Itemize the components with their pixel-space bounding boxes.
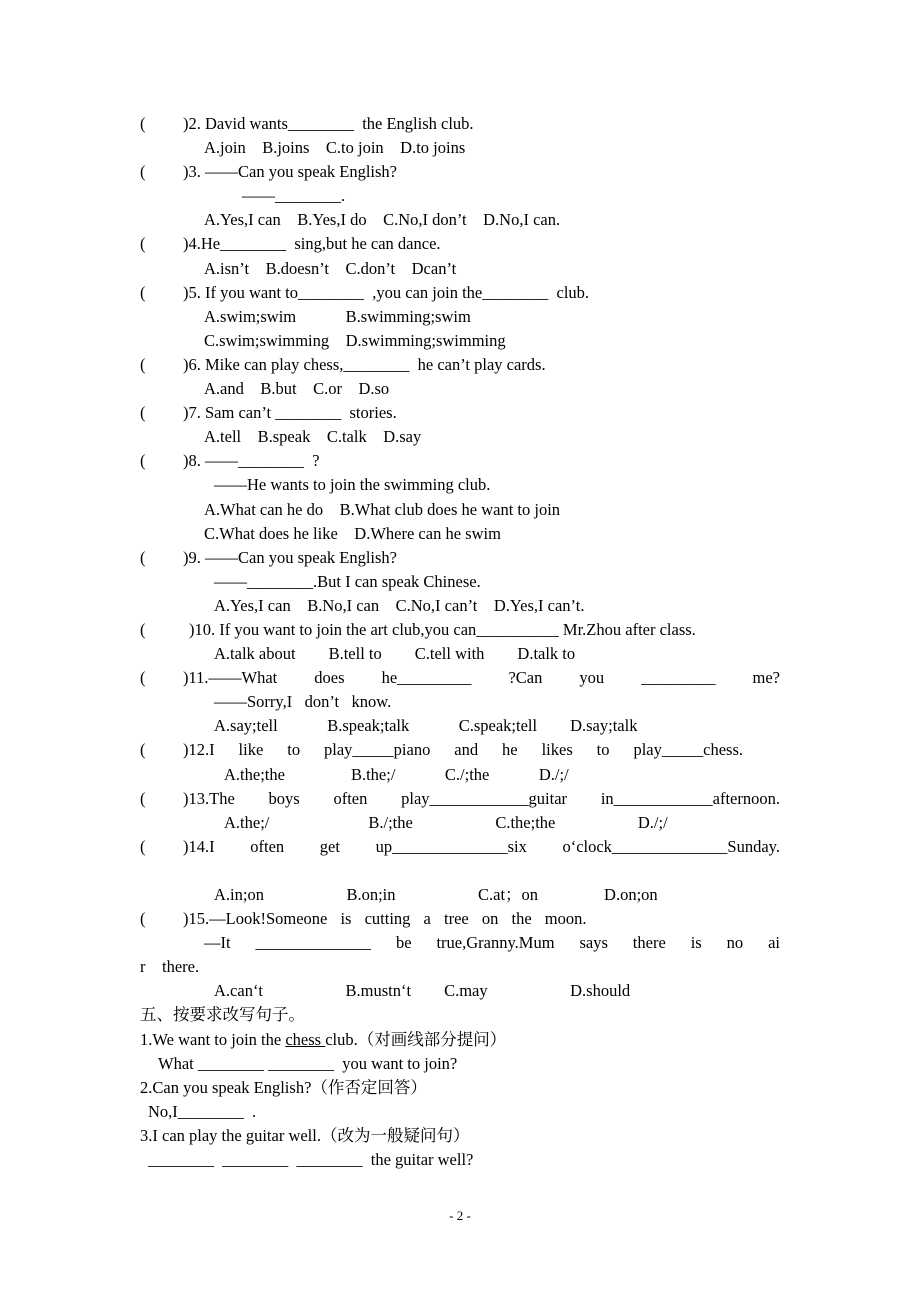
rewrite-2-answer: No,I________ . <box>148 1101 257 1121</box>
options-10: A.talk about B.tell to C.tell with D.talk to <box>214 644 576 664</box>
options-9: A.Yes,I can B.No,I can C.No,I can’t D.Yes,I can’t. <box>214 595 585 615</box>
options-4: A.isn’t B.doesn’t C.don’t Dcan’t <box>204 258 457 278</box>
options-6: A.and B.but C.or D.so <box>204 379 390 399</box>
options-2: A.join B.joins C.to join D.to joins <box>204 138 466 158</box>
options-12: A.the;the B.the;/ C./;the D./;/ <box>224 764 569 784</box>
options-13: A.the;/ B./;the C.the;the D./;/ <box>224 812 668 832</box>
options-3: A.Yes,I can B.Yes,I do C.No,I don’t D.No,I can. <box>204 210 561 230</box>
question-3: ( )3. ——Can you speak English? <box>140 162 398 182</box>
question-15: ( )15.—Look!Someone is cutting a tree on the moon. <box>140 909 587 929</box>
question-5: ( )5. If you want to________ ,you can join the________ club. <box>140 282 590 302</box>
question-2: ( )2. David wants________ the English club. <box>140 114 474 133</box>
question-11: ( )11.——What does he_________ ?Can you _________ me? <box>140 668 780 688</box>
answer-line-8: ——He wants to join the swimming club. <box>214 475 491 495</box>
options-5b: C.swim;swimming D.swimming;swimming <box>204 330 506 350</box>
options-15: A.can‘t B.mustn‘t C.may D.should <box>214 981 631 1001</box>
rewrite-1: 1.We want to join the chess club.（对画线部分提问） <box>140 1029 507 1049</box>
question-10: ( )10. If you want to join the art club,you can__________ Mr.Zhou after class. <box>140 619 696 639</box>
options-8b: C.What does he like D.Where can he swim <box>204 523 501 543</box>
question-4: ( )4.He________ sing,but he can dance. <box>140 234 441 254</box>
question-14: ( )14.I often get up______________six o‘clock______________Sunday. <box>140 836 780 856</box>
exercise-body <box>0 112 920 1172</box>
rewrite-3: 3.I can play the guitar well.（改为一般疑问句） <box>140 1125 470 1145</box>
page-number: - 2 - <box>449 1208 471 1223</box>
options-5a: A.swim;swim B.swimming;swim <box>204 306 471 326</box>
question-9: ( )9. ——Can you speak English? <box>140 547 398 567</box>
options-14: A.in;on B.on;in C.at；on D.on;on <box>214 885 658 904</box>
answer-line-15-cont: r there. <box>140 957 200 977</box>
rewrite-3-answer: ________ ________ ________ the guitar well? <box>148 1150 474 1170</box>
underlined-word: chess <box>285 1029 326 1049</box>
options-11: A.say;tell B.speak;talk C.speak;tell D.say;talk <box>214 716 638 736</box>
answer-line-11: ——Sorry,I don’t know. <box>214 692 392 712</box>
question-8: ( )8. ——________ ? <box>140 451 320 471</box>
answer-line-9: ——________.But I can speak Chinese. <box>214 571 481 591</box>
question-7: ( )7. Sam can’t ________ stories. <box>140 403 397 423</box>
answer-line-15: —It ______________ be true,Granny.Mum says there is no ai <box>204 933 780 953</box>
question-6: ( )6. Mike can play chess,________ he can’t play cards. <box>140 354 546 374</box>
options-8a: A.What can he do B.What club does he want to join <box>204 499 561 519</box>
options-7: A.tell B.speak C.talk D.say <box>204 427 422 447</box>
section-heading: 五、按要求改写句子。 <box>140 1005 305 1025</box>
question-13: ( )13.The boys often play____________guitar in____________afternoon. <box>140 788 780 808</box>
blank-line <box>0 859 920 883</box>
question-12: ( )12.I like to play_____piano and he likes to play_____chess. <box>140 740 743 760</box>
rewrite-2: 2.Can you speak English?（作否定回答） <box>140 1077 427 1097</box>
rewrite-1-answer: What ________ ________ you want to join? <box>158 1053 458 1073</box>
answer-line-3: ——________. <box>242 186 346 206</box>
